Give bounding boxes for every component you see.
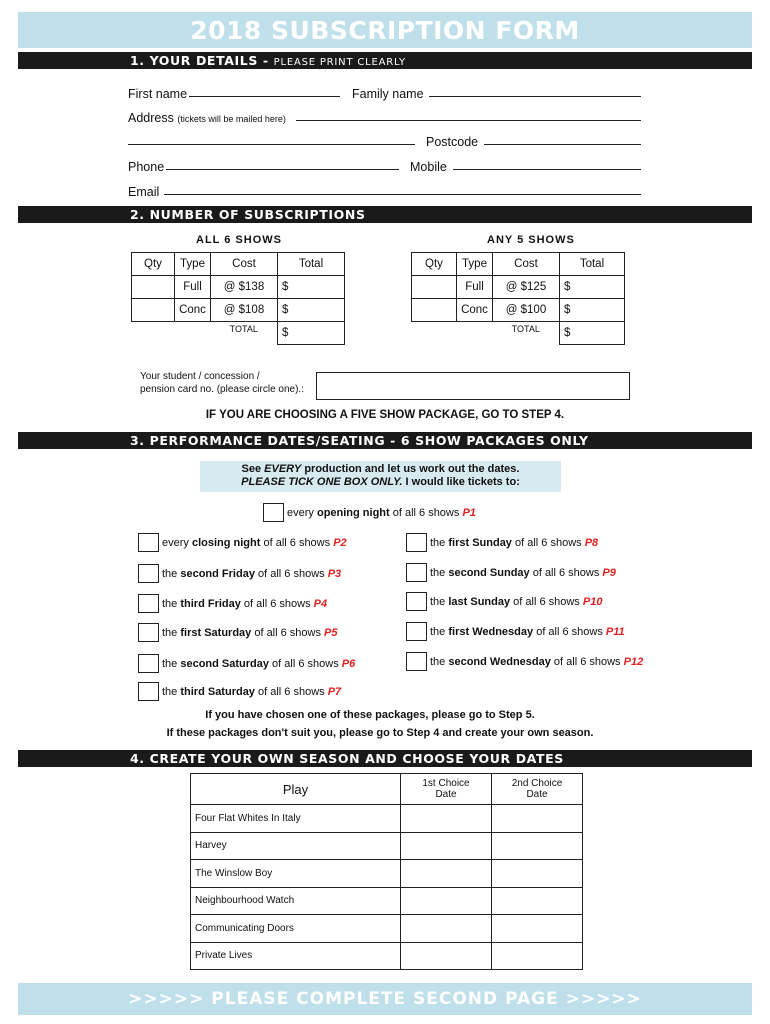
second-choice-input[interactable] [492, 942, 583, 970]
checkbox-p9[interactable] [406, 563, 427, 582]
packages-footer-1: If you have chosen one of these packages, please go to Step 5. [205, 709, 535, 721]
checkbox-p5[interactable] [138, 623, 159, 642]
address-label: Address (tickets will be mailed here) [128, 111, 286, 125]
table-row [191, 915, 583, 943]
option-p2[interactable]: every closing night of all 6 shows P2 [138, 533, 347, 552]
first-choice-input[interactable] [401, 805, 492, 833]
play-name: Four Flat Whites In Italy [191, 805, 401, 833]
postcode-field[interactable] [484, 144, 641, 145]
qty-full-input[interactable] [132, 276, 175, 299]
play-name: Harvey [191, 832, 401, 860]
create-season-table [190, 773, 583, 970]
mobile-label: Mobile [410, 160, 447, 174]
total-full-input[interactable]: $ [560, 276, 625, 299]
type-header: Type [175, 253, 211, 276]
first-choice-header: 1st Choice Date [401, 774, 492, 805]
checkbox-p2[interactable] [138, 533, 159, 552]
qty-conc-input[interactable] [132, 299, 175, 322]
all-6-shows-table [131, 252, 345, 345]
all-6-shows-title: ALL 6 SHOWS [196, 234, 282, 246]
checkbox-p12[interactable] [406, 652, 427, 671]
play-name: Communicating Doors [191, 915, 401, 943]
option-p5[interactable]: the first Saturday of all 6 shows P5 [138, 623, 338, 642]
checkbox-p4[interactable] [138, 594, 159, 613]
postcode-label: Postcode [426, 135, 479, 149]
checkbox-p6[interactable] [138, 654, 159, 673]
section-3-heading: 3. PERFORMANCE DATES/SEATING - 6 SHOW PACKAGES ONLY [18, 432, 752, 449]
type-conc: Conc [457, 299, 493, 322]
email-field[interactable] [164, 194, 641, 195]
option-p8[interactable]: the first Sunday of all 6 shows P8 [406, 533, 598, 552]
phone-field[interactable] [166, 169, 399, 170]
second-choice-input[interactable] [492, 887, 583, 915]
checkbox-p8[interactable] [406, 533, 427, 552]
first-name-label: First name [128, 87, 188, 101]
qty-header: Qty [412, 253, 457, 276]
cost-header: Cost [211, 253, 278, 276]
first-choice-input[interactable] [401, 860, 492, 888]
card-number-input[interactable] [316, 372, 630, 400]
qty-header: Qty [132, 253, 175, 276]
option-p3[interactable]: the second Friday of all 6 shows P3 [138, 564, 341, 583]
address-note: (tickets will be mailed here) [177, 114, 286, 124]
phone-label: Phone [128, 160, 165, 174]
first-choice-input[interactable] [401, 887, 492, 915]
any-5-shows-title: ANY 5 SHOWS [487, 234, 575, 246]
section-1-heading: 1. YOUR DETAILS - PLEASE PRINT CLEARLY [18, 52, 752, 69]
first-choice-input[interactable] [401, 915, 492, 943]
play-name: The Winslow Boy [191, 860, 401, 888]
total-label: TOTAL [511, 324, 540, 334]
total-label: TOTAL [229, 324, 258, 334]
play-column-header: Play [191, 774, 401, 805]
section-2-heading: 2. NUMBER OF SUBSCRIPTIONS [18, 206, 752, 223]
type-conc: Conc [175, 299, 211, 322]
first-choice-input[interactable] [401, 942, 492, 970]
card-label-line-1: Your student / concession / [140, 371, 260, 382]
family-name-field[interactable] [429, 96, 641, 97]
qty-conc-input[interactable] [412, 299, 457, 322]
five-show-note: IF YOU ARE CHOOSING A FIVE SHOW PACKAGE, GO TO STEP 4. [205, 409, 565, 421]
option-p10[interactable]: the last Sunday of all 6 shows P10 [406, 592, 602, 611]
cost-full: @ $138 [211, 276, 278, 299]
grand-total-input[interactable]: $ [278, 322, 345, 345]
grand-total-input[interactable]: $ [560, 322, 625, 345]
table-row [191, 942, 583, 970]
family-name-label: Family name [352, 87, 424, 101]
checkbox-p7[interactable] [138, 682, 159, 701]
play-name: Private Lives [191, 942, 401, 970]
option-p12[interactable]: the second Wednesday of all 6 shows P12 [406, 652, 643, 671]
section-4-heading: 4. CREATE YOUR OWN SEASON AND CHOOSE YOUR DATES [18, 750, 752, 767]
type-header: Type [457, 253, 493, 276]
cost-header: Cost [493, 253, 560, 276]
address-field-line-2[interactable] [128, 144, 415, 145]
first-name-field[interactable] [189, 96, 340, 97]
type-full: Full [175, 276, 211, 299]
first-choice-input[interactable] [401, 832, 492, 860]
instruction-note: See EVERY production and let us work out the dates. PLEASE TICK ONE BOX ONLY. I would like tickets to: [200, 461, 561, 492]
total-header: Total [278, 253, 345, 276]
total-full-input[interactable]: $ [278, 276, 345, 299]
card-label-line-2: pension card no. (please circle one).: [140, 384, 304, 395]
cost-full: @ $125 [493, 276, 560, 299]
cost-conc: @ $108 [211, 299, 278, 322]
second-choice-header: 2nd Choice Date [492, 774, 583, 805]
table-row [191, 832, 583, 860]
total-conc-input[interactable]: $ [560, 299, 625, 322]
option-p7[interactable]: the third Saturday of all 6 shows P7 [138, 682, 341, 701]
any-5-shows-table [411, 252, 625, 345]
qty-full-input[interactable] [412, 276, 457, 299]
address-field-line-1[interactable] [296, 120, 641, 121]
option-p6[interactable]: the second Saturday of all 6 shows P6 [138, 654, 355, 673]
cost-conc: @ $100 [493, 299, 560, 322]
option-p4[interactable]: the third Friday of all 6 shows P4 [138, 594, 327, 613]
checkbox-p3[interactable] [138, 564, 159, 583]
table-row [191, 887, 583, 915]
type-full: Full [457, 276, 493, 299]
mobile-field[interactable] [453, 169, 641, 170]
option-p9[interactable]: the second Sunday of all 6 shows P9 [406, 563, 616, 582]
form-title: 2018 SUBSCRIPTION FORM [190, 15, 580, 45]
total-conc-input[interactable]: $ [278, 299, 345, 322]
second-choice-input[interactable] [492, 860, 583, 888]
bottom-banner [18, 983, 752, 1015]
play-name: Neighbourhood Watch [191, 887, 401, 915]
packages-footer-2: If these packages don't suit you, please go to Step 4 and create your own season. [166, 727, 594, 739]
second-choice-input[interactable] [492, 915, 583, 943]
next-page-notice: >>>>> PLEASE COMPLETE SECOND PAGE >>>>> [128, 989, 642, 1009]
second-choice-input[interactable] [492, 805, 583, 833]
checkbox-p11[interactable] [406, 622, 427, 641]
second-choice-input[interactable] [492, 832, 583, 860]
form-title-banner [18, 12, 752, 48]
table-row [191, 860, 583, 888]
checkbox-p1[interactable] [263, 503, 284, 522]
option-p11[interactable]: the first Wednesday of all 6 shows P11 [406, 622, 625, 641]
option-p1[interactable]: every opening night of all 6 shows P1 [263, 503, 476, 522]
total-header: Total [560, 253, 625, 276]
checkbox-p10[interactable] [406, 592, 427, 611]
email-label: Email [128, 185, 160, 199]
table-row [191, 805, 583, 833]
